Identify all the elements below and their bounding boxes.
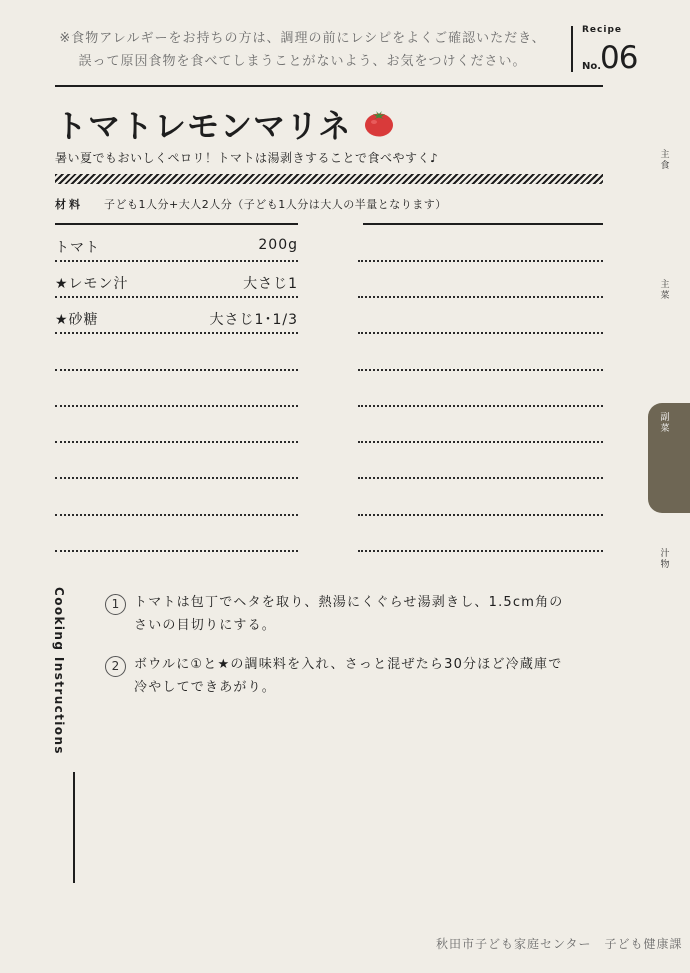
ingredient-row-line (55, 332, 298, 334)
footer-credit: 秋田市子ども家庭センター 子ども健康課 (436, 937, 683, 951)
ingredient-name: トマト (55, 240, 100, 256)
ingredient-row-line (55, 477, 298, 479)
ingredient-row-line (358, 477, 603, 479)
ingredient-amount: 大さじ1･1/3 (209, 312, 298, 328)
side-tab-soup[interactable]: 汁物 (660, 549, 670, 570)
ingredient-row-line (358, 405, 603, 407)
recipe-number: 06 (600, 40, 638, 76)
header-rule (55, 85, 603, 87)
ingredient-row-line (55, 369, 298, 371)
cooking-instructions-label: Cooking Instructions (52, 587, 66, 755)
allergy-notice (40, 27, 565, 73)
ingredient-row-line (55, 441, 298, 443)
side-tab-main-dish[interactable]: 主菜 (660, 280, 670, 301)
hatched-divider (55, 174, 603, 184)
materials-serving: 子ども1人分+大人2人分（子ども1人分は大人の半量となります） (104, 198, 447, 211)
recipe-number-divider (571, 26, 573, 72)
ingredient-amount: 200g (258, 237, 298, 253)
ingredient-row-line (358, 369, 603, 371)
step-line: ボウルに①と★の調味料を入れ、さっと混ぜたら30分ほど冷蔵庫で (134, 657, 563, 672)
ingredient-row-line (55, 550, 298, 552)
recipe-subtitle: 暑い夏でもおいしくペロリ！トマトは湯剥きすることで食べやすく♪ (55, 151, 439, 165)
instructions-rule (73, 772, 75, 883)
side-tab-side-dish[interactable] (648, 403, 690, 513)
ingredient-row-line (55, 296, 298, 298)
ingredient-row-line (55, 260, 298, 262)
step-text (134, 591, 589, 637)
tomato-icon (364, 109, 394, 137)
allergy-notice-line2: 誤って原因食物を食べてしまうことがないよう、お気をつけください。 (78, 54, 527, 69)
step-number: 1 (105, 594, 126, 615)
ingredient-row-line (358, 260, 603, 262)
side-tab-main-dish-staple[interactable]: 主食 (660, 150, 670, 171)
step-line: さいの目切りにする。 (134, 618, 277, 633)
ingredient-row-line (358, 514, 603, 516)
step-number: 2 (105, 656, 126, 677)
ingredient-row-line (358, 332, 603, 334)
materials-label: 材料 (55, 198, 83, 211)
ingredients-right-header-rule (363, 223, 603, 225)
ingredient-row-line (55, 405, 298, 407)
recipe-label: Recipe (582, 25, 623, 35)
allergy-notice-line1: ※食物アレルギーをお持ちの方は、調理の前にレシピをよくご確認いただき、 (59, 31, 546, 46)
step-text (134, 653, 589, 699)
ingredient-row-line (358, 441, 603, 443)
ingredient-row-line (55, 514, 298, 516)
ingredient-amount: 大さじ1 (243, 276, 298, 292)
recipe-title: トマトレモンマリネ (55, 107, 352, 145)
step-line: トマトは包丁でヘタを取り、熱湯にくぐらせ湯剥きし、1.5cm角の (134, 595, 564, 610)
ingredient-name: ★レモン汁 (55, 276, 129, 292)
step-line: 冷やしてできあがり。 (134, 680, 277, 695)
ingredient-row-line (358, 550, 603, 552)
ingredients-left-header-rule (55, 223, 298, 225)
side-tab-side-dish-label: 副菜 (660, 413, 670, 434)
ingredient-name: ★砂糖 (55, 312, 99, 328)
ingredient-row-line (358, 296, 603, 298)
recipe-no-label: No. (582, 61, 602, 72)
